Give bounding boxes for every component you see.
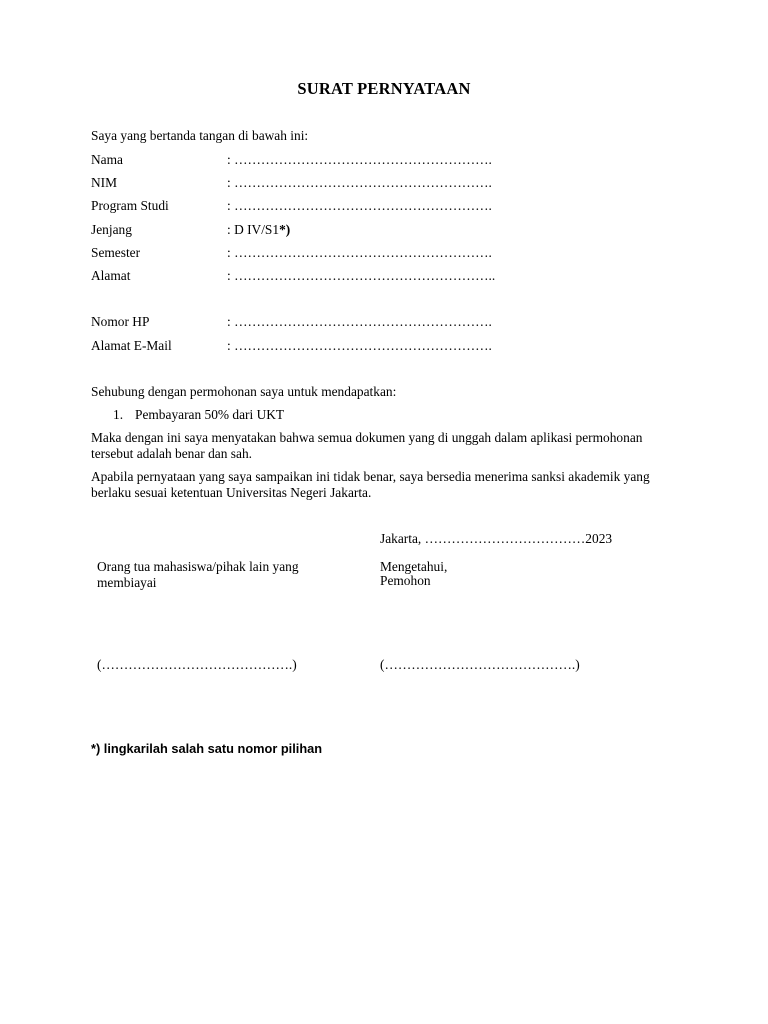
field-value-alamat: : ………………………………………………….. (227, 268, 496, 283)
left-signature-line: (…………………………………….) (97, 657, 297, 672)
field-label-nomor-hp: Nomor HP (91, 314, 150, 329)
place-date: Jakarta, ………………………………2023 (380, 531, 613, 546)
field-value-program-studi: : …………………………………………………. (227, 198, 492, 213)
right-signature-line: (…………………………………….) (380, 657, 580, 672)
field-label-jenjang: Jenjang (91, 222, 132, 237)
field-label-email: Alamat E-Mail (91, 338, 172, 353)
intro-text: Saya yang bertanda tangan di bawah ini: (91, 128, 309, 143)
sanction-paragraph: Apabila pernyataan yang saya sampaikan ini tidak benar, saya bersedia menerima sanksi akademik yang berlaku sesuai ketentuan Universitas Negeri Jakarta. (91, 469, 650, 500)
field-value-nim: : …………………………………………………. (227, 175, 492, 190)
jenjang-footnote-marker: *) (279, 222, 291, 237)
document-title: SURAT PERNYATAAN (297, 79, 471, 98)
field-value-nomor-hp: : …………………………………………………. (227, 314, 492, 329)
footnote: *) lingkarilah salah satu nomor pilihan (91, 741, 323, 756)
field-label-alamat: Alamat (91, 268, 131, 283)
field-label-program-studi: Program Studi (91, 198, 169, 213)
field-value-email: : …………………………………………………. (227, 338, 492, 353)
field-label-nama: Nama (91, 152, 123, 167)
left-signer-role: Orang tua mahasiswa/pihak lain yang membiayai (97, 559, 299, 590)
statement-paragraph: Maka dengan ini saya menyatakan bahwa semua dokumen yang di unggah dalam aplikasi permohonan tersebut adalah benar dan sah. (91, 430, 643, 461)
right-signer-line2: Pemohon (380, 573, 431, 588)
request-intro: Sehubung dengan permohonan saya untuk mendapatkan: (91, 384, 397, 399)
field-label-nim: NIM (91, 175, 118, 190)
field-label-semester: Semester (91, 245, 141, 260)
field-value-jenjang (227, 222, 290, 238)
jenjang-options: : D IV/S1 (227, 222, 280, 237)
field-value-nama: : …………………………………………………. (227, 152, 492, 167)
field-value-semester: : …………………………………………………. (227, 245, 492, 260)
request-item-number: 1. (113, 407, 124, 422)
right-signer-line1: Mengetahui, (380, 559, 448, 574)
request-item-text: Pembayaran 50% dari UKT (135, 407, 285, 422)
